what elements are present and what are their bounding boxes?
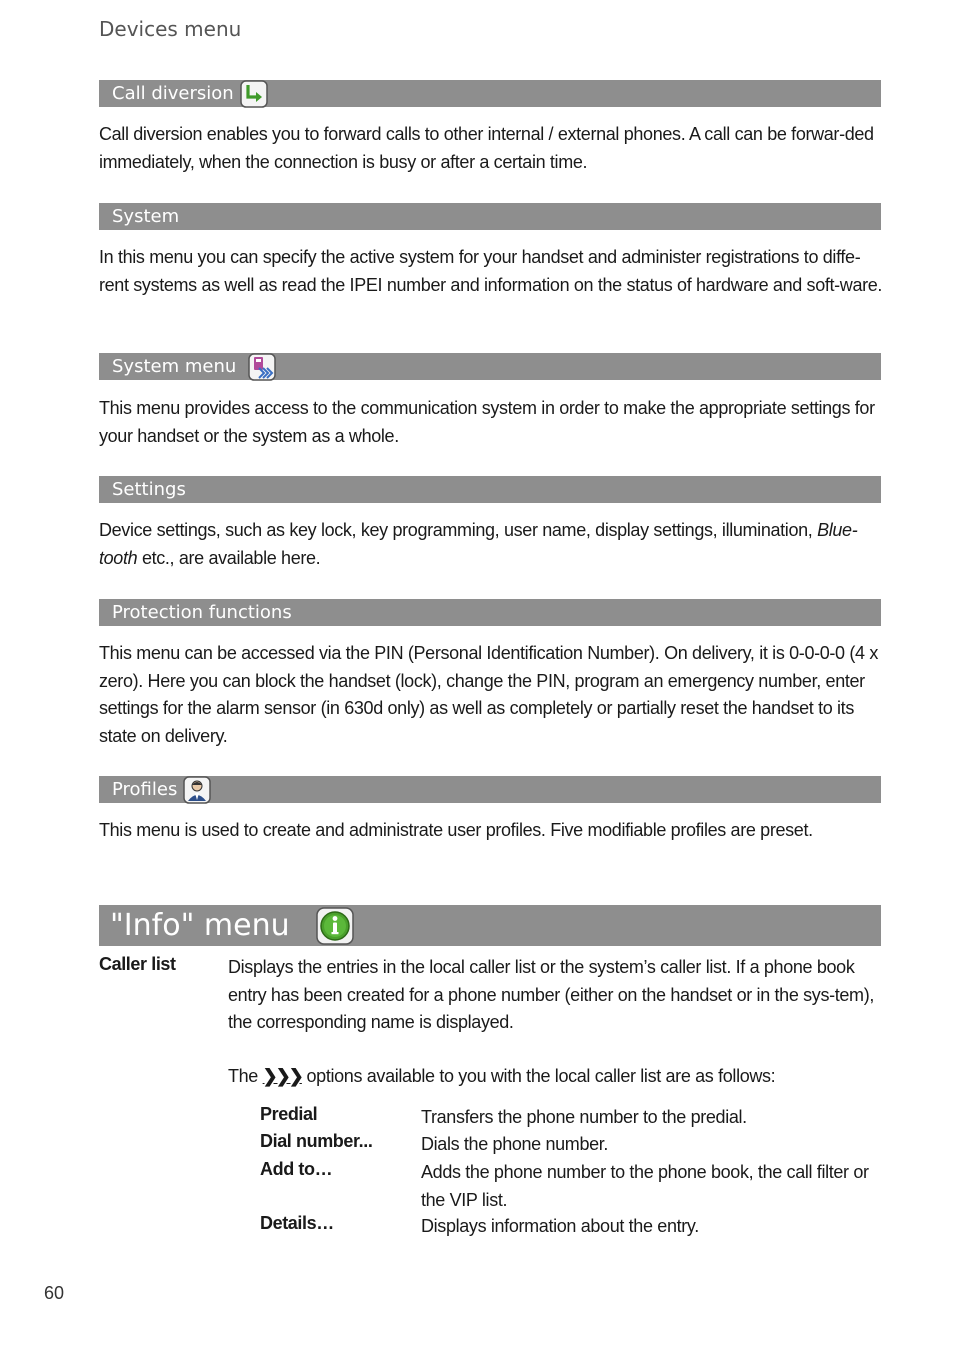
- info-icon: [316, 907, 354, 945]
- section-title: System: [112, 206, 180, 227]
- caller-list-options-intro: [228, 1063, 882, 1091]
- options-intro-end: options available to you with the local caller list are as follows:: [301, 1066, 776, 1086]
- section-text-system: In this menu you can specify the active system for your handset and administer registrations to diffe-rent systems as well as read the IPEI number and information on the status of hardware and soft-ware.: [99, 247, 883, 295]
- system-menu-icon: [248, 353, 276, 381]
- section-text-settings: [99, 517, 883, 572]
- section-text-call-diversion: Call diversion enables you to forward calls to other internal / external phones. A call can be forwar-ded immediately, when the connection is busy or after a certain time.: [99, 124, 874, 172]
- option-description: Transfers the phone number to the predial.: [421, 1107, 747, 1127]
- options-intro-start: The: [228, 1066, 263, 1086]
- section-text-profiles: This menu is used to create and administrate user profiles. Five modifiable profiles are preset.: [99, 820, 813, 840]
- section-bar-call-diversion: [99, 80, 881, 107]
- profile-icon: [183, 776, 211, 804]
- option-term: Details…: [260, 1213, 334, 1233]
- option-description: Displays information about the entry.: [421, 1216, 699, 1236]
- info-menu-title: "Info" menu: [110, 908, 290, 943]
- call-diversion-icon: [240, 80, 268, 108]
- section-title: Profiles: [112, 779, 178, 800]
- option-term: Predial: [260, 1104, 318, 1124]
- section-bar-system: [99, 203, 881, 230]
- option-description: Dials the phone number.: [421, 1134, 609, 1154]
- section-text-protection-functions: This menu can be accessed via the PIN (Personal Identification Number). On delivery, it is 0-0-0-0 (4 x zero). Here you can block the handset (lock), change the PIN, program an emergency number, enter settings for the alarm sensor (in 630d only) as well as completely or partially reset the handset to its state on delivery.: [99, 643, 878, 746]
- settings-text-italic: Blue-tooth: [99, 520, 858, 568]
- caller-list-term: Caller list: [99, 954, 176, 974]
- option-term: Dial number...: [260, 1131, 373, 1151]
- info-menu-heading: [99, 905, 881, 946]
- options-chevron-icon: ❯❯❯: [262, 1066, 302, 1086]
- section-bar-protection-functions: [99, 599, 881, 626]
- section-bar-settings: [99, 476, 881, 503]
- settings-text-end: etc., are available here.: [137, 547, 321, 568]
- section-bar-system-menu: [99, 353, 881, 380]
- page-number: 60: [44, 1283, 65, 1303]
- option-description: Adds the phone number to the phone book, the call filter or the VIP list.: [421, 1162, 869, 1210]
- running-header: Devices menu: [99, 17, 242, 41]
- section-title: Settings: [112, 479, 186, 500]
- option-term: Add to…: [260, 1159, 333, 1179]
- settings-text-start: Device settings, such as key lock, key programming, user name, display settings, illumination,: [99, 520, 818, 540]
- section-title: Call diversion: [112, 83, 234, 104]
- section-text-system-menu: This menu provides access to the communication system in order to make the appropriate settings for your handset or the system as a whole.: [99, 398, 875, 446]
- caller-list-description: Displays the entries in the local caller list or the system’s caller list. If a phone book entry has been created for a phone number (either on the handset or in the sys-tem), the corresponding name is displayed.: [228, 957, 874, 1032]
- section-title: System menu: [112, 356, 237, 377]
- section-title: Protection functions: [112, 602, 292, 623]
- section-bar-profiles: [99, 776, 881, 803]
